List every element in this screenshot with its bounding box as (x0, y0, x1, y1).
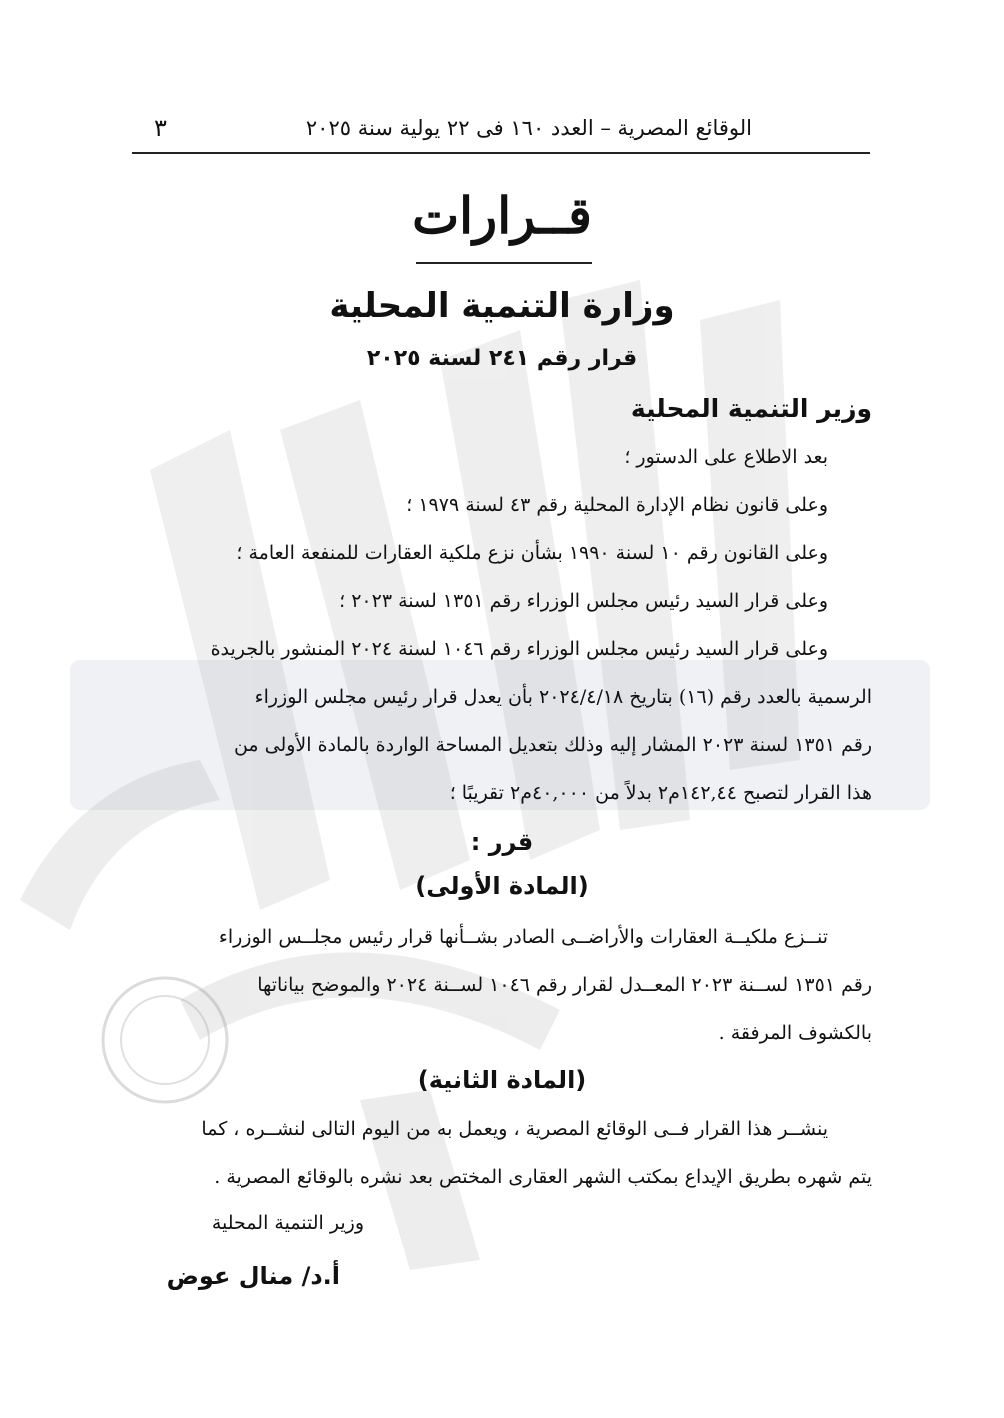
article-2-line: يتم شهره بطريق الإيداع بمكتب الشهر العقارى المختص بعد نشره بالوقائع المصرية . (214, 1166, 872, 1188)
article-1-line: رقم ١٣٥١ لســنة ٢٠٢٣ المعــدل لقرار رقم ١٠٤٦ لســنة ٢٠٢٤ والموضح بياناتها (257, 974, 872, 996)
article-2-heading: (المادة الثانية) (417, 1066, 587, 1094)
title-underline (416, 262, 592, 264)
signatory-title: وزير التنمية المحلية (211, 1212, 364, 1234)
preamble-line: وعلى القانون رقم ١٠ لسنة ١٩٩٠ بشأن نزع ملكية العقارات للمنفعة العامة ؛ (236, 542, 828, 564)
page-title: قــرارات (412, 186, 592, 245)
preamble-line: بعد الاطلاع على الدستور ؛ (624, 446, 828, 468)
preamble-line: وعلى قانون نظام الإدارة المحلية رقم ٤٣ لسنة ١٩٧٩ ؛ (406, 494, 828, 516)
ministry-name: وزارة التنمية المحلية (329, 286, 675, 326)
minister-heading: وزير التنمية المحلية (630, 394, 872, 423)
page-number: ٣ (154, 114, 167, 142)
decree-number: قرار رقم ٢٤١ لسنة ٢٠٢٥ (366, 346, 638, 371)
article-1-heading: (المادة الأولى) (415, 872, 589, 900)
decided-heading: قرر : (470, 828, 534, 856)
signatory-name: أ.د/ منال عوض (166, 1262, 340, 1290)
preamble-line: وعلى قرار السيد رئيس مجلس الوزراء رقم ١٠٤٦ لسنة ٢٠٢٤ المنشور بالجريدة (210, 638, 828, 660)
preamble-line: هذا القرار لتصبح ١٤٢,٤٤م٢ بدلاً من ٤٠,٠٠٠م٢ تقريبًا ؛ (449, 782, 872, 804)
page-header (132, 112, 870, 154)
preamble-line: وعلى قرار السيد رئيس مجلس الوزراء رقم ١٣٥١ لسنة ٢٠٢٣ ؛ (339, 590, 828, 612)
article-2-line: ينشــر هذا القرار فــى الوقائع المصرية ، ويعمل به من اليوم التالى لنشــره ، كما (201, 1118, 828, 1140)
preamble-line: الرسمية بالعدد رقم (١٦) بتاريخ ٢٠٢٤/٤/١٨ بأن يعدل قرار رئيس مجلس الوزراء (254, 686, 872, 708)
article-1-line: تنــزع ملكيــة العقارات والأراضــى الصادر بشــأنها قرار رئيس مجلــس الوزراء (218, 926, 828, 948)
header-text: الوقائع المصرية – العدد ١٦٠ فى ٢٢ يولية سنة ٢٠٢٥ (305, 116, 752, 140)
preamble-line: رقم ١٣٥١ لسنة ٢٠٢٣ المشار إليه وذلك بتعديل المساحة الواردة بالمادة الأولى من (233, 734, 872, 756)
article-1-line: بالكشوف المرفقة . (718, 1022, 872, 1044)
